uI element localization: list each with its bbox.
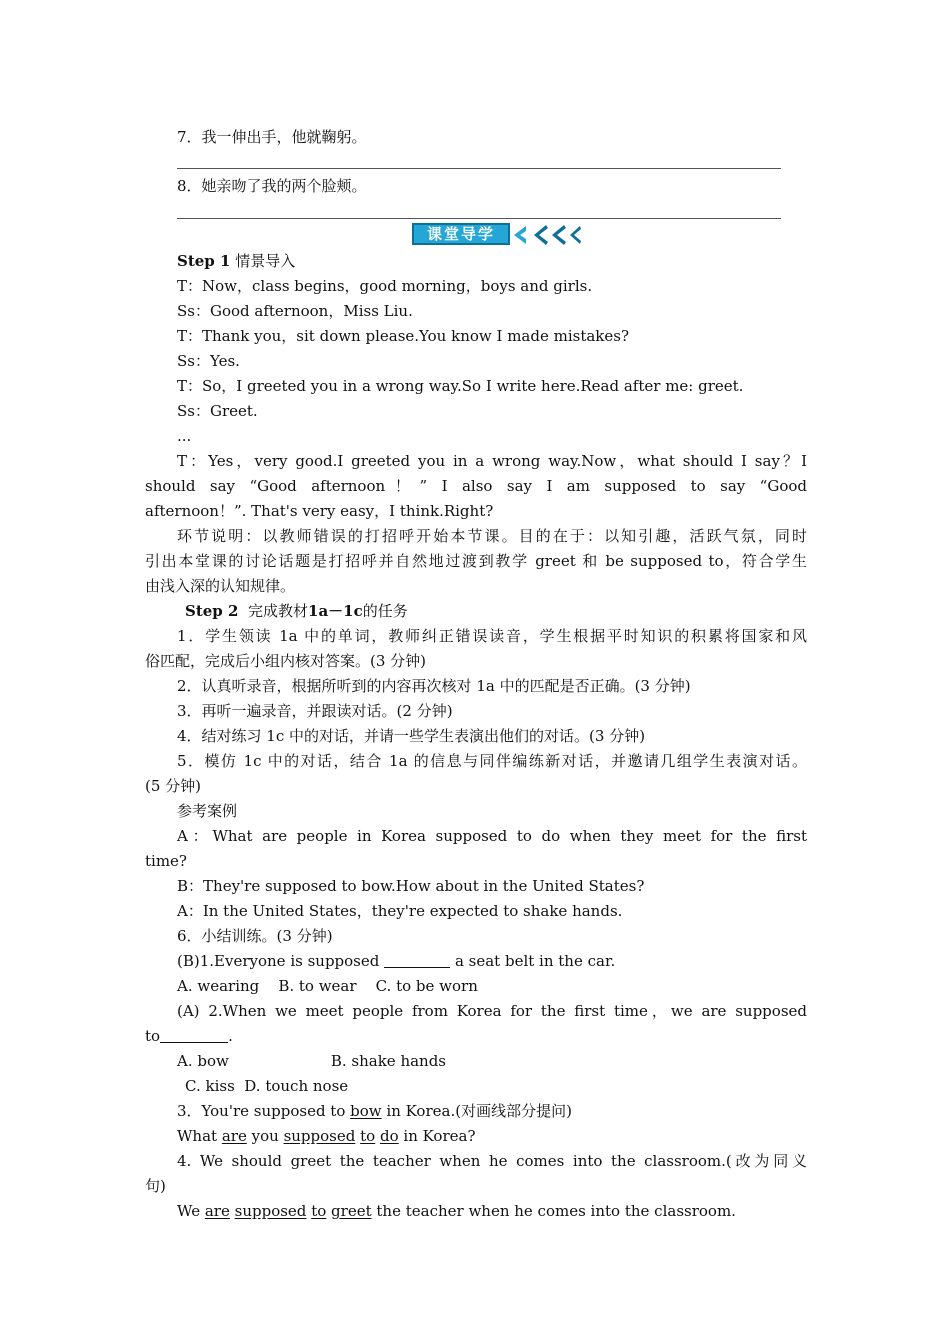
task-item: (5 分钟) [145,777,202,795]
example-dialog-line: A：In the United States，they're expected to shake hands. [177,902,623,920]
note-line: 由浅入深的认知规律。 [145,577,296,595]
answer-line-8 [177,218,781,219]
dialog-paragraph-line: should say “Good afternoon！” I also say I am supposed to say “Good [145,477,807,495]
exercise-7: 7．我一伸出手，他就鞠躬。 [177,128,367,146]
dialog-paragraph-line: afternoon！”. That's very easy，I think.Right? [145,502,494,520]
example-dialog-line: A：What are people in Korea supposed to do when they meet for the first [177,827,807,845]
answer-line-7 [177,168,781,169]
dialog-line: T：So，I greeted you in a wrong way.So I write here.Read after me: greet. [177,377,744,395]
dialog-paragraph-line: T：Yes，very good.I greeted you in a wrong way.Now，what should I say？I [177,452,807,470]
answer-blank [384,952,450,968]
quiz-question-4: 4. We should greet the teacher when he comes into the classroom.(改为同义 [177,1152,807,1170]
answer-blank [160,1027,228,1043]
task-item: 5．模仿 1c 中的对话，结合 1a 的信息与同伴编练新对话，并邀请几组学生表演对话。 [177,752,807,770]
step1-heading: Step 1 情景导入 [177,252,296,270]
task-item: 2．认真听录音，根据所听到的内容再次核对 1a 中的匹配是否正确。(3 分钟) [177,677,691,695]
quiz-answer-4: We are supposed to greet the teacher when he comes into the classroom. [177,1202,736,1220]
quiz-options-2b: C. kiss D. touch nose [185,1077,349,1095]
task-item: 3．再听一遍录音，并跟读对话。(2 分钟) [177,702,453,720]
task-item: 4．结对练习 1c 中的对话，并请一些学生表演出他们的对话。(3 分钟) [177,727,646,745]
quiz-question-1: (B)1.Everyone is supposed a seat belt in the car. [177,952,616,970]
dialog-line: Ss：Good afternoon，Miss Liu. [177,302,413,320]
step2-heading: Step 2 完成教材1a－1c的任务 [185,602,408,620]
quiz-question-2: (A) 2.When we meet people from Korea for the first time，we are supposed [177,1002,807,1020]
dialog-line: T：Now，class begins，good morning，boys and girls. [177,277,593,295]
quiz-options-1: A. wearing B. to wear C. to be worn [177,977,478,995]
note-line: 引出本堂课的讨论话题是打招呼并自然地过渡到教学 greet 和 be supposed to，符合学生 [145,552,807,570]
quiz-answer: (B) [177,952,200,970]
note-line: 环节说明：以教师错误的打招呼开始本节课。目的在于：以知引趣，活跃气氛，同时 [177,527,807,545]
summary-label: 6．小结训练。(3 分钟) [177,927,333,945]
dialog-line: T：Thank you，sit down please.You know I made mistakes? [177,327,629,345]
exercise-8: 8．她亲吻了我的两个脸颊。 [177,177,367,195]
task-item: 1．学生领读 1a 中的单词，教师纠正错误读音，学生根据平时知识的积累将国家和风 [177,627,807,645]
triple-chevron-icon [512,222,582,248]
section-banner [412,222,577,248]
quiz-answer-3: What are you supposed to do in Korea? [177,1127,476,1145]
quiz-options-2: A. bow B. shake hands [177,1052,447,1070]
quiz-question-3: 3．You're supposed to bow in Korea.(对画线部分提问) [177,1102,572,1120]
quiz-answer: (A) [177,1002,200,1020]
example-label: 参考案例 [177,802,238,820]
quiz-question-2-cont: to . [145,1027,233,1045]
dialog-line: Ss：Greet. [177,402,258,420]
example-dialog-line: time? [145,852,187,870]
quiz-question-4-cont: 句) [145,1177,166,1195]
task-item: 俗匹配，完成后小组内核对答案。(3 分钟) [145,652,427,670]
section-banner-title: 课堂导学 [412,223,510,245]
example-dialog-line: B：They're supposed to bow.How about in the United States? [177,877,645,895]
underlined-word: bow [350,1102,382,1120]
dialog-line: Ss：Yes. [177,352,240,370]
dialog-ellipsis: ... [177,427,192,445]
